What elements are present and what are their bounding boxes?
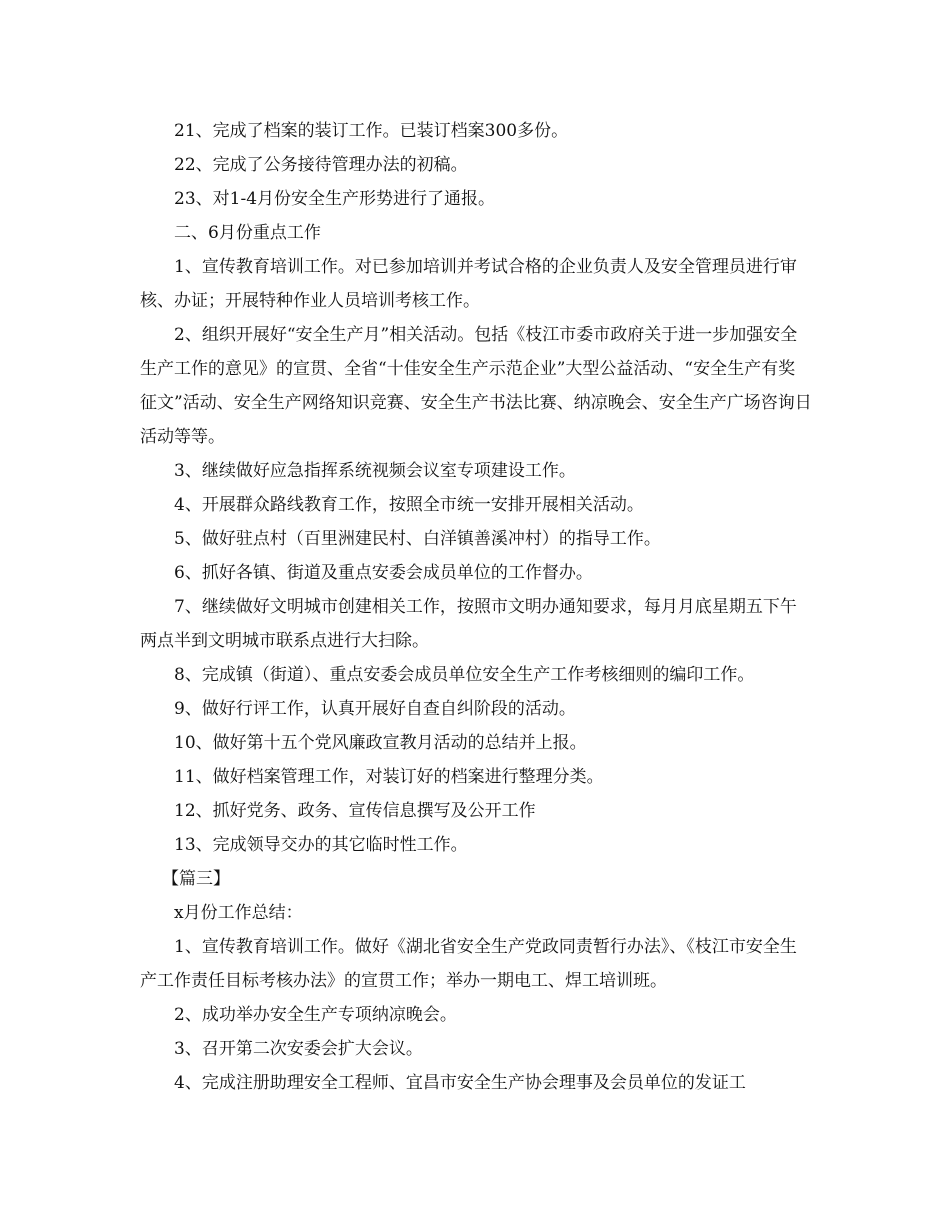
- june-item-13: 13、完成领导交办的其它临时性工作。: [174, 835, 468, 855]
- paragraph-21: 21、完成了档案的装订工作。已装订档案300多份。: [174, 121, 569, 141]
- paragraph-23: 23、对1-4月份安全生产形势进行了通报。: [174, 189, 496, 209]
- paragraph-22: 22、完成了公务接待管理办法的初稿。: [174, 155, 468, 175]
- june-item-7: 7、继续做好文明城市创建相关工作，按照市文明办通知要求，每月月底星期五下午两点半到文明城市联系点进行大扫除。: [140, 597, 797, 651]
- june-item-8: 8、完成镇（街道）、重点安委会成员单位安全生产工作考核细则的编印工作。: [174, 665, 755, 685]
- summary-item-2: 2、成功举办安全生产专项纳凉晚会。: [174, 1005, 457, 1025]
- june-item-1: 1、宣传教育培训工作。对已参加培训并考试合格的企业负责人及安全管理员进行审核、办证；开展特种作业人员培训考核工作。: [140, 257, 797, 311]
- june-item-9: 9、做好行评工作，认真开展好自查自纠阶段的活动。: [174, 699, 576, 719]
- june-item-11: 11、做好档案管理工作，对装订好的档案进行整理分类。: [174, 767, 604, 787]
- summary-item-1: 1、宣传教育培训工作。做好《湖北省安全生产党政同责暂行办法》、《枝江市安全生产工作责任目标考核办法》的宣贯工作；举办一期电工、焊工培训班。: [140, 937, 797, 991]
- june-item-4: 4、开展群众路线教育工作，按照全市统一安排开展相关活动。: [174, 495, 644, 515]
- section-heading-part-three: 【篇三】: [162, 869, 230, 889]
- document-body: [140, 114, 812, 1100]
- june-item-3: 3、继续做好应急指挥系统视频会议室专项建设工作。: [174, 461, 576, 481]
- june-item-12: 12、抓好党务、政务、宣传信息撰写及公开工作: [174, 801, 536, 821]
- monthly-summary-heading: x月份工作总结：: [174, 903, 303, 923]
- june-item-2: 2、组织开展好“安全生产月”相关活动。包括《枝江市委市政府关于进一步加强安全生产工作的意见》的宣贯、全省“十佳安全生产示范企业”大型公益活动、“安全生产有奖征文”活动、安全生产网络知识竞赛、安全生产书法比赛、纳凉晚会、安全生产广场咨询日活动等等。: [140, 325, 812, 447]
- section-heading-june-key-work: 二、6月份重点工作: [174, 223, 321, 243]
- summary-item-3: 3、召开第二次安委会扩大会议。: [174, 1039, 423, 1059]
- june-item-10: 10、做好第十五个党风廉政宣教月活动的总结并上报。: [174, 733, 587, 753]
- summary-item-4: 4、完成注册助理安全工程师、宜昌市安全生产协会理事及会员单位的发证工: [174, 1073, 746, 1093]
- june-item-5: 5、做好驻点村（百里洲建民村、白洋镇善溪冲村）的指导工作。: [174, 529, 661, 549]
- june-item-6: 6、抓好各镇、街道及重点安委会成员单位的工作督办。: [174, 563, 593, 583]
